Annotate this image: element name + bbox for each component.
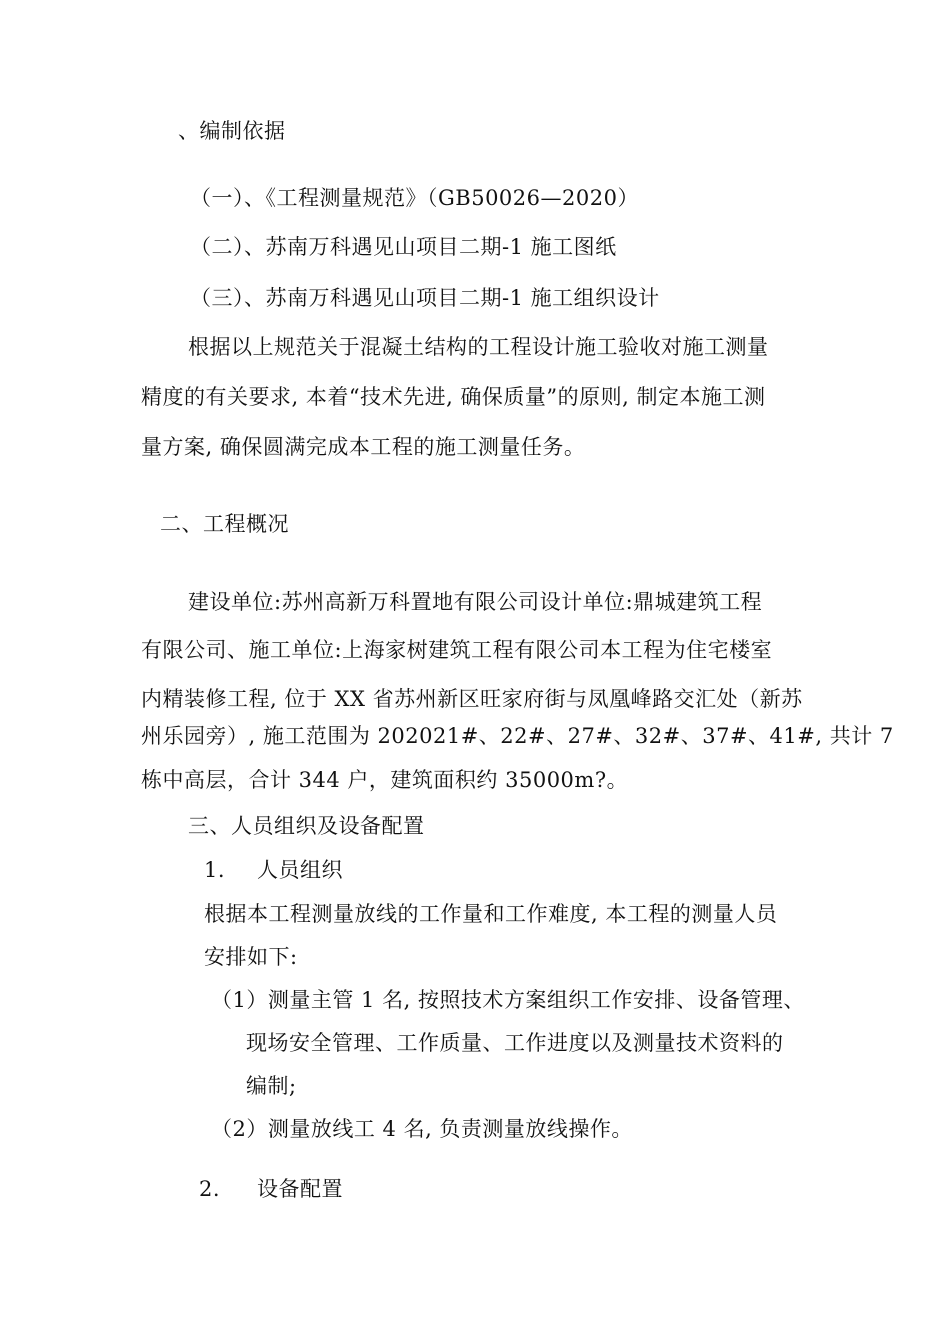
sub2-number: 2. xyxy=(199,1177,221,1201)
section2-heading: 二、工程概况 xyxy=(160,512,289,536)
staff-item-1-line-1: （1）测量主管 1 名, 按照技术方案组织工作安排、设备管理、 xyxy=(211,988,805,1012)
staff-item-1-line-2: 现场安全管理、工作质量、工作进度以及测量技术资料的 xyxy=(246,1031,784,1055)
sub1-number: 1. xyxy=(204,858,226,882)
section2-paragraph-line-1: 建设单位:苏州高新万科置地有限公司设计单位:鼎城建筑工程 xyxy=(188,590,763,614)
section1-heading: 、编制依据 xyxy=(178,119,286,143)
section1-paragraph-line-1: 根据以上规范关于混凝土结构的工程设计施工验收对施工测量 xyxy=(188,335,769,359)
section1-paragraph-line-3: 量方案, 确保圆满完成本工程的施工测量任务。 xyxy=(141,435,586,459)
section2-paragraph-line-2: 有限公司、施工单位:上海家树建筑工程有限公司本工程为住宅楼室 xyxy=(141,638,773,662)
basis-item-1: （一）、《工程测量规范》（GB50026—2020） xyxy=(190,186,639,210)
sub1-title: 人员组织 xyxy=(257,858,343,882)
basis-item-3: （三）、苏南万科遇见山项目二期-1 施工组织设计 xyxy=(190,286,660,310)
sub1-intro-line-2: 安排如下: xyxy=(204,945,298,969)
staff-item-2: （2）测量放线工 4 名, 负责测量放线操作。 xyxy=(211,1117,633,1141)
staff-item-1-line-3: 编制; xyxy=(246,1074,297,1098)
sub1-intro-line-1: 根据本工程测量放线的工作量和工作难度, 本工程的测量人员 xyxy=(204,902,778,926)
section3-heading: 三、人员组织及设备配置 xyxy=(188,814,425,838)
section2-paragraph-line-4: 州乐园旁）, 施工范围为 202021#、22#、27#、32#、37#、41#, 共计 7 xyxy=(141,724,894,748)
section2-paragraph-line-3: 内精装修工程, 位于 XX 省苏州新区旺家府街与凤凰峰路交汇处（新苏 xyxy=(141,687,803,711)
sub2-title: 设备配置 xyxy=(257,1177,343,1201)
section2-paragraph-line-5: 栋中高层，合计 344 户，建筑面积约 35000m?。 xyxy=(141,768,629,792)
section1-paragraph-line-2: 精度的有关要求, 本着“技术先进, 确保质量”的原则, 制定本施工测 xyxy=(141,385,766,409)
basis-item-2: （二）、苏南万科遇见山项目二期-1 施工图纸 xyxy=(190,235,617,259)
